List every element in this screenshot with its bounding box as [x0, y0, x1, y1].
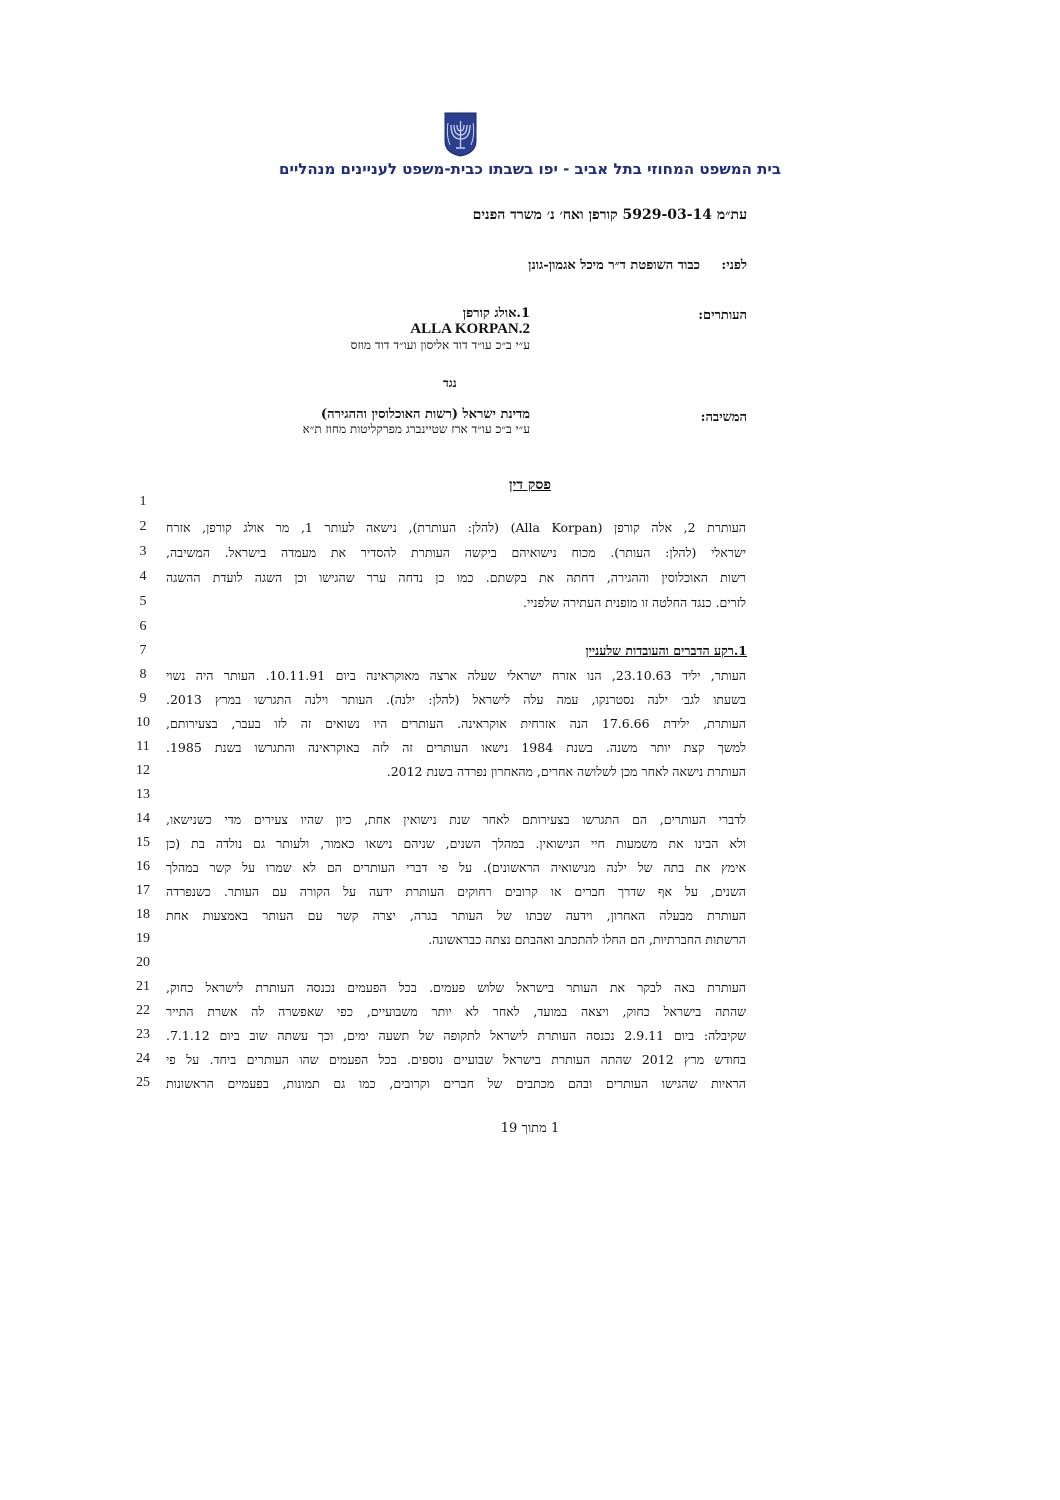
line-number: 16 [136, 859, 150, 874]
body-text-line: העותרת 2, אלה קורפן (Alla Korpan) (להלן: העותרת), נישאה לעותר 1, מר אולג קורפן, אזרח [166, 520, 746, 535]
respondent-counsel: ע״י ב״כ עו״ד ארז שטיינברג מפרקליטות מחוז ת״א [302, 422, 530, 436]
bench-label: לפני: [721, 258, 747, 273]
body-text-line: העותרת נישאה לאחר מכן לשלושה אחרים, מהאחרון נפרדה בשנת 2012. [386, 764, 746, 779]
line-number: 18 [136, 907, 150, 922]
body-text-line: העותרת באה לבקר את העותר בישראל שלוש פעמים. בכל הפעמים נכנסה העותרת לישראל כחוק, [166, 980, 746, 995]
versus-label: נגד [443, 376, 457, 390]
line-number: 7 [139, 643, 147, 658]
state-emblem-icon [443, 111, 478, 157]
body-text-line: לזרים. כנגד החלטה זו מופנית העתירה שלפניי. [523, 595, 746, 610]
line-number: 25 [136, 1075, 150, 1090]
verdict-title: פסק דין [509, 477, 551, 493]
line-number: 14 [136, 811, 150, 826]
line-number: 17 [136, 883, 150, 898]
petitioner-1-name: 1.אולג קורפן [462, 306, 530, 321]
body-text-line: בשעתו לגב׳ ילנה נסטרנקו, עמה עלה לישראל (להלן: ילנה). העותר וילנה התגרשו במרץ 2013. [166, 692, 746, 707]
line-number: 4 [139, 569, 147, 584]
section-heading: 1.רקע הדברים והעובדות שלעניין [585, 643, 747, 658]
petitioner-2-name: ALLA KORPAN.2 [410, 321, 530, 337]
line-number: 22 [136, 1003, 150, 1018]
body-text-line: למשך קצת יותר משנה. בשנת 1984 נישאו העותרים זה לזה באוקראינה והתגרשו בשנת 1985. [166, 740, 746, 755]
body-text-line: אימץ את בתה של ילנה מנישואיה הראשונים). על פי דברי העותרים הם לא שמרו על קשר במהלך [166, 860, 746, 875]
line-number: 15 [136, 835, 150, 850]
line-number: 1 [139, 494, 147, 509]
line-number: 12 [136, 763, 150, 778]
line-number: 2 [139, 519, 147, 534]
respondent-block [303, 406, 530, 437]
judge-name: כבוד השופטת ד״ר מיכל אגמון-גונן [528, 258, 700, 273]
line-number: 9 [139, 691, 147, 706]
body-text-line: העותרת, ילידת 17.6.66 הנה אזרחית אוקראינה. העותרים היו נשואים זה לזו בעבר, בצעירותם, [166, 716, 746, 731]
line-number: 20 [136, 955, 150, 970]
respondent-label: המשיבה: [700, 410, 747, 425]
body-text-line: שקיבלה: ביום 2.9.11 נכנסה העותרת לישראל לתקופה של תשעה ימים, וכך עשתה שוב ביום 7.1.12. [166, 1028, 746, 1043]
line-number: 24 [136, 1051, 150, 1066]
body-text-line: העותרת מבעלה האחרון, וידעה שבתו של העותר בגרה, יצרה קשר עם העותר באמצעות אחת [166, 908, 746, 923]
petitioners-block [351, 305, 530, 353]
body-text-line: ישראלי (להלן: העותר). מכוח נישואיהם ביקשה העותרת להסדיר את מעמדה בישראל. המשיבה, [166, 545, 746, 560]
line-number: 21 [136, 979, 150, 994]
line-number: 23 [136, 1027, 150, 1042]
body-text-line: בחודש מרץ 2012 שהתה העותרת בישראל שבועיים נוספים. בכל הפעמים שהו העותרים ביחד. על פי [166, 1052, 746, 1067]
line-number: 10 [136, 715, 150, 730]
line-number: 11 [136, 739, 150, 754]
body-text-line: השנים, על אף שדרך חברים או קרובים רחוקים העותרת ידעה על הקורה עם העותר. כשנפרדה [166, 884, 746, 899]
body-text-line: הרשתות החברתיות, הם החלו להתכתב ואהבתם נצתה כבראשונה. [428, 932, 746, 947]
page-number: 1 מתוך 19 [500, 1121, 560, 1136]
body-text-line: ולא הבינו את משמעות חיי הנישואין. במהלך השנים, שניהם נישאו כאמור, ולעותר גם נולדה בת (כן [166, 836, 746, 851]
body-text-line: הראיות שהגישו העותרים ובהם מכתבים של חברים וקרובים, כמו גם תמונות, בפעמיים הראשונות [166, 1076, 746, 1091]
body-text-line: העותר, יליד 23.10.63, הנו אזרח ישראלי שעלה ארצה מאוקראינה ביום 10.11.91. העותר היה נשוי [166, 668, 746, 683]
line-number: 3 [139, 544, 147, 559]
body-text-line: רשות האוכלוסין וההגירה, דחתה את בקשתם. כמו כן נדחה ערר שהגישו וכן השגה לועדת ההשגה [166, 570, 746, 585]
case-number-line: עת״מ 5929-03-14 קורפן ואח׳ נ׳ משרד הפנים [472, 207, 747, 223]
body-text-line: שהתה בישראל כחוק, ויצאה במועד, לאחר לא יותר משבועיים, כפי שאפשרה לה אשרת התייר [166, 1004, 746, 1019]
line-number: 5 [139, 594, 147, 609]
court-name: בית המשפט המחוזי בתל אביב - יפו בשבתו כבית-משפט לעניינים מנהליים [279, 160, 781, 178]
line-number: 19 [136, 931, 150, 946]
petitioners-counsel: ע״י ב״כ עו״ד דוד אליסון ועו״ד דוד מוזס [350, 338, 530, 352]
line-number: 6 [139, 619, 147, 634]
body-text-line: לדברי העותרים, הם התגרשו בצעירותם לאחר שנת נישואין אחת, כיון שהיו צעירים מדי כשנישאו, [166, 812, 746, 827]
line-number: 13 [136, 787, 150, 802]
line-number: 8 [139, 667, 147, 682]
respondent-name: מדינת ישראל (רשות האוכלוסין וההגירה) [320, 407, 530, 422]
petitioners-label: העותרים: [698, 308, 747, 323]
